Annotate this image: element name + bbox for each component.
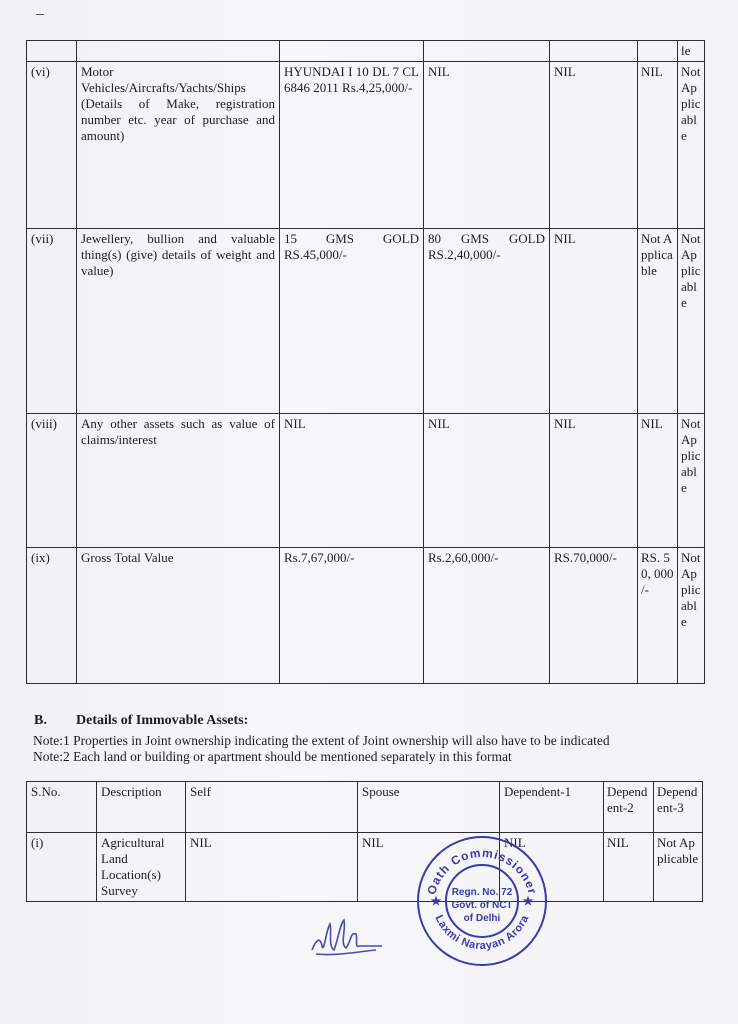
description-cell: Gross Total Value [77, 548, 280, 684]
serial-cell: (ix) [27, 548, 77, 684]
dependent2-cell [638, 41, 678, 62]
dependent3-cell: Not Applicable [678, 229, 705, 414]
section-title: Details of Immovable Assets: [76, 713, 249, 728]
self-cell: Rs.7,67,000/- [280, 548, 424, 684]
dependent2-cell: RS. 50, 000 /- [638, 548, 678, 684]
description-cell: Agricultural Land Location(s) Survey [97, 833, 186, 902]
header-description: Description [97, 782, 186, 833]
dependent2-cell: Not Applicable [638, 229, 678, 414]
dependent2-cell: NIL [604, 833, 654, 902]
section-b-heading [34, 713, 248, 729]
dependent3-cell: Not Applicable [678, 414, 705, 548]
dependent2-cell: NIL [638, 62, 678, 229]
dependent1-cell: NIL [500, 833, 604, 902]
dependent3-cell: Not Applicable [678, 62, 705, 229]
dependent1-cell: NIL [550, 62, 638, 229]
header-self: Self [186, 782, 358, 833]
dependent1-cell: RS.70,000/- [550, 548, 638, 684]
dependent1-cell: NIL [550, 229, 638, 414]
self-cell [280, 41, 424, 62]
oath-commissioner-stamp [414, 833, 550, 969]
serial-cell: (vi) [27, 62, 77, 229]
stamp-bottom-text: Laxmi Narayan Arora [432, 913, 532, 953]
dependent1-cell: NIL [550, 414, 638, 548]
description-cell: Motor Vehicles/Aircrafts/Yachts/Ships (Details of Make, registration number etc. year of purchase and amount) [77, 62, 280, 229]
header-dependent1: Dependent-1 [500, 782, 604, 833]
spouse-cell: NIL [424, 414, 550, 548]
self-cell: HYUNDAI I 10 DL 7 CL 6846 2011 Rs.4,25,000/- [280, 62, 424, 229]
header-serial: S.No. [27, 782, 97, 833]
serial-cell [27, 41, 77, 62]
dependent3-cell: Not Applicable [678, 548, 705, 684]
table-row [27, 41, 705, 62]
table-row [27, 833, 703, 902]
stamp-star-right: ★ [522, 894, 534, 908]
self-cell: NIL [186, 833, 358, 902]
self-cell: NIL [280, 414, 424, 548]
stamp-star-left: ★ [430, 894, 442, 908]
description-cell: Jewellery, bullion and valuable thing(s) (give) details of weight and value) [77, 229, 280, 414]
description-cell: Any other assets such as value of claims/interest [77, 414, 280, 548]
movable-assets-table [26, 40, 705, 684]
spouse-cell: NIL [424, 62, 550, 229]
spouse-cell: 80 GMS GOLD RS.2,40,000/- [424, 229, 550, 414]
serial-cell: (vii) [27, 229, 77, 414]
spouse-cell: NIL [358, 833, 500, 902]
signature-stroke [312, 920, 382, 955]
signature [306, 910, 386, 962]
note-2: Note:2 Each land or building or apartment should be mentioned separately in this format [33, 749, 512, 764]
description-cell [77, 41, 280, 62]
dependent3-cell: Not Applicable [654, 833, 703, 902]
spouse-cell [424, 41, 550, 62]
stamp-line-3: of Delhi [463, 913, 501, 924]
self-cell: 15 GMS GOLD RS.45,000/- [280, 229, 424, 414]
spouse-cell: Rs.2,60,000/- [424, 548, 550, 684]
stamp-line-1: Regn. No. 72 [451, 887, 513, 898]
table-row [27, 229, 705, 414]
dependent2-cell: NIL [638, 414, 678, 548]
header-spouse: Spouse [358, 782, 500, 833]
table-row [27, 62, 705, 229]
dependent3-cell: le [678, 41, 705, 62]
serial-cell: (viii) [27, 414, 77, 548]
serial-cell: (i) [27, 833, 97, 902]
table-row [27, 548, 705, 684]
header-dependent2: Dependent-2 [604, 782, 654, 833]
section-label: B. [34, 713, 47, 728]
stamp-top-text: Oath Commissioner [424, 845, 540, 897]
dependent1-cell [550, 41, 638, 62]
table-header-row [27, 782, 703, 833]
scan-mark [36, 14, 44, 15]
note-1: Note:1 Properties in Joint ownership indicating the extent of Joint ownership will also have to be indicated [33, 733, 610, 748]
table-row [27, 414, 705, 548]
immovable-assets-table [26, 781, 703, 902]
stamp-line-2: Govt. of NCT [451, 900, 513, 911]
header-dependent3: Dependent-3 [654, 782, 703, 833]
